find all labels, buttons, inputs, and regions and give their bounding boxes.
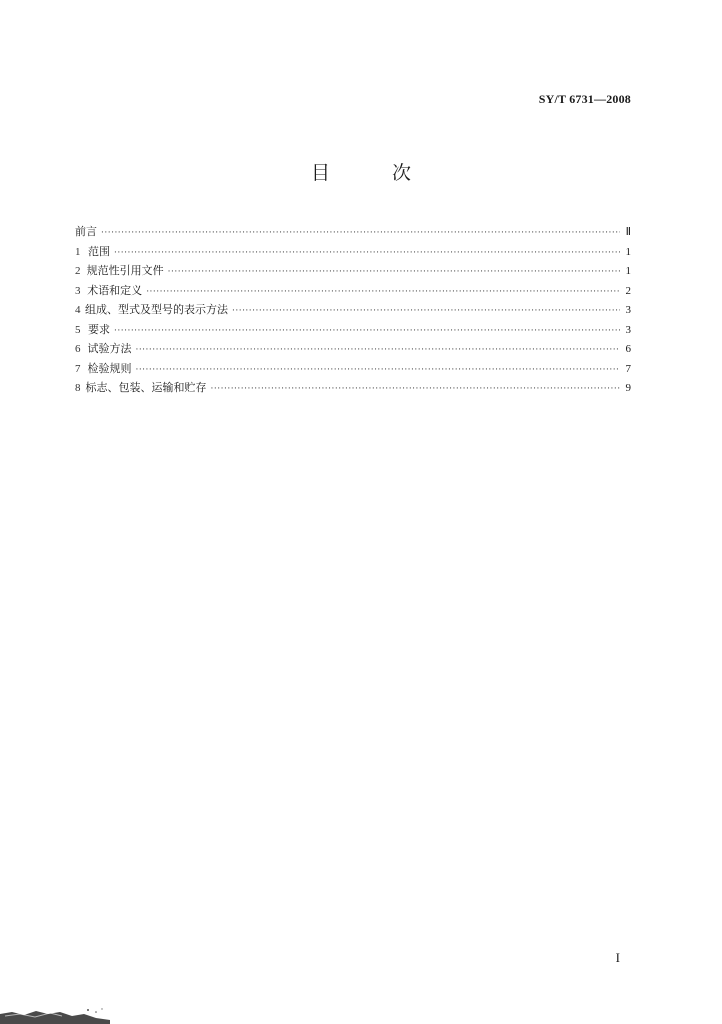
- toc-entry-label: 术语和定义: [87, 283, 143, 297]
- toc-entry-normative-references[interactable]: [75, 261, 631, 281]
- toc-dot-leader: [101, 224, 620, 244]
- toc-entry-foreword[interactable]: [75, 222, 631, 242]
- toc-entry-page: 6: [625, 343, 631, 355]
- toc-dot-leader: [114, 322, 620, 342]
- toc-entry-number: 2: [75, 265, 81, 277]
- toc-entry-label: 规范性引用文件: [86, 264, 164, 277]
- toc-entry-number: 3: [75, 284, 81, 297]
- standard-code: SY/T 6731—2008: [538, 92, 631, 106]
- toc-entry-page: 3: [625, 304, 631, 316]
- toc-entry-page: 2: [625, 284, 631, 297]
- toc-entry-number: 4: [75, 304, 81, 316]
- toc-entry-number: 7: [75, 362, 81, 375]
- toc-entry-terms-definitions[interactable]: [75, 281, 631, 301]
- toc-entry-page: 1: [625, 265, 631, 277]
- toc-entry-label: 标志、包装、运输和贮存: [85, 381, 207, 394]
- toc-entry-page: Ⅱ: [625, 226, 631, 238]
- toc-entry-page: 3: [625, 323, 631, 336]
- scan-artifact: [0, 1002, 110, 1024]
- toc-entry-label: 组成、型式及型号的表示方法: [84, 303, 228, 316]
- toc-entry-page: 9: [625, 382, 631, 394]
- toc-entry-label: 前言: [75, 225, 97, 238]
- toc-entry-label: 范围: [88, 244, 111, 258]
- toc-entry-composition-types[interactable]: [75, 300, 631, 320]
- toc-entry-scope[interactable]: [75, 242, 631, 262]
- toc-entry-inspection-rules[interactable]: [75, 359, 631, 379]
- toc-dot-leader: [211, 380, 620, 400]
- toc-dot-leader: [168, 263, 620, 283]
- toc-dot-leader: [135, 341, 620, 361]
- toc-title: 目 次: [310, 162, 440, 184]
- toc-entry-label: 要求: [88, 322, 111, 336]
- toc-entry-number: 5: [75, 323, 81, 336]
- toc-entry-number: 6: [75, 343, 81, 355]
- toc-entry-label: 试验方法: [87, 342, 132, 355]
- toc-entry-requirements[interactable]: [75, 320, 631, 340]
- toc-entry-test-methods[interactable]: [75, 339, 631, 359]
- toc-entry-marking-packaging[interactable]: [75, 378, 631, 398]
- toc-entry-label: 检验规则: [87, 361, 132, 375]
- table-of-contents: [75, 222, 631, 398]
- toc-dot-leader: [114, 244, 620, 264]
- toc-entry-page: 1: [625, 245, 631, 258]
- toc-entry-number: 8: [75, 382, 81, 394]
- page-number: I: [615, 950, 620, 965]
- toc-entry-page: 7: [625, 362, 631, 375]
- toc-entry-number: 1: [75, 245, 81, 258]
- toc-dot-leader: [232, 302, 620, 322]
